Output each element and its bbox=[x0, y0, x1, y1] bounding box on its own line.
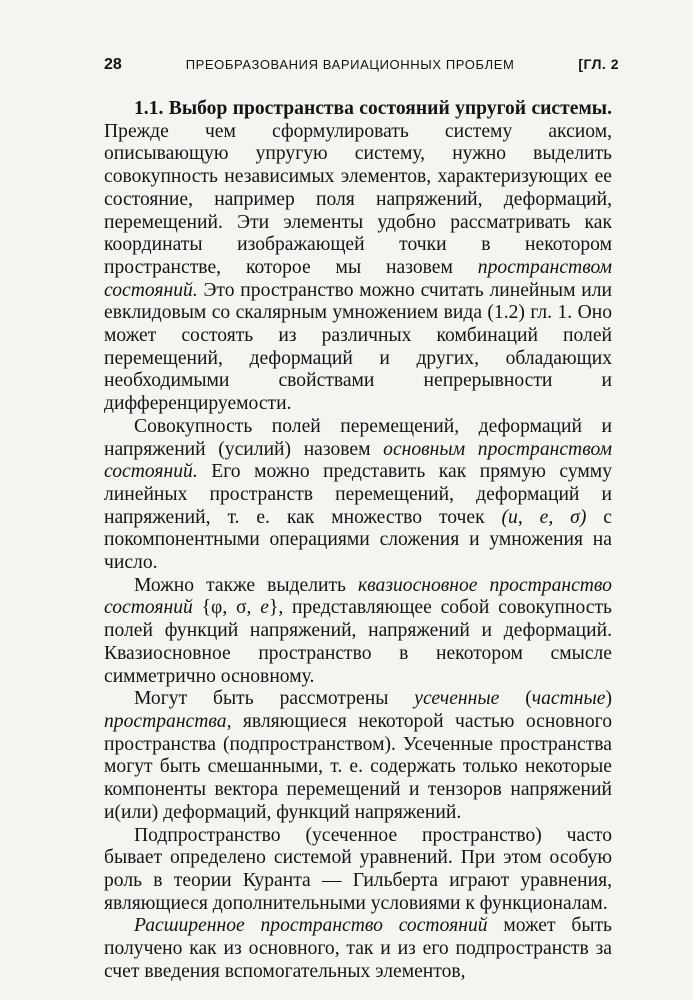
paragraph-text: Это пространство можно считать линейным или евклидовым со скалярным умножением вида (1.2) гл. 1. Оно может состоять из различных комбинаций полей перемещений, деформаций и других, обладающих необходимыми свойствами непрерывности и дифференцируемости. bbox=[104, 279, 612, 415]
term-emphasis: усеченные bbox=[414, 688, 500, 710]
term-emphasis: пространства, bbox=[104, 710, 232, 732]
paragraph-text: ( bbox=[499, 688, 532, 710]
running-title: ПРЕОБРАЗОВАНИЯ ВАРИАЦИОННЫХ ПРОБЛЕМ bbox=[185, 57, 515, 72]
page-header bbox=[104, 56, 619, 82]
paragraph-text: Прежде чем сформулировать систему аксиом, описывающую упругую систему, нужно выделить совокупность независимых элементов, характеризующих ее состояние, например поля напряжений, деформаций, перемещений. Эти элементы удобно рассматривать как координаты изображающей точки в некотором пространстве, которое мы назовем bbox=[104, 120, 612, 278]
paragraph-text: Можно также выделить bbox=[134, 574, 358, 596]
paragraph-text: Могут быть рассмотрены bbox=[134, 688, 415, 710]
paragraph-text: }, представляющее собой совокупность полей функций напряжений, напряжений и деформаций. Квазиосновное пространство в некотором смысле симметрично основному. bbox=[104, 597, 612, 687]
chapter-reference: [ГЛ. 2 bbox=[578, 56, 619, 72]
body-text bbox=[104, 98, 612, 983]
paragraph-text: {φ, σ, bbox=[192, 597, 261, 619]
term-emphasis: Расширенное пространство состояний bbox=[134, 915, 488, 937]
page-number: 28 bbox=[104, 56, 122, 73]
paragraph-text: Совокупность полей перемещений, деформаций и напряжений (усилий) назовем bbox=[104, 415, 612, 460]
term-emphasis: квазиосновное пространство состояний bbox=[104, 574, 612, 619]
paragraph-5 bbox=[104, 825, 612, 916]
section-number: 1.1. bbox=[134, 98, 164, 119]
paragraph-text: может быть получено как из основного, так и из его подпространств за счет введения вспомогательных элементов, bbox=[104, 915, 612, 982]
paragraph-text: Его можно представить как прямую сумму линейных пространств перемещений, деформаций и напряжений, т. е. как множество точек bbox=[104, 461, 612, 528]
paragraph-text: ) bbox=[605, 688, 612, 710]
term-emphasis: частные bbox=[531, 688, 606, 710]
paragraph-1 bbox=[104, 98, 612, 416]
paragraph-4 bbox=[104, 688, 612, 824]
paragraph-text: Подпространство (усеченное пространство) часто бывает определено системой уравнений. При этом особую роль в теории Куранта — Гильберта играют уравнения, являющиеся дополнительными условиями к функционалам. bbox=[104, 824, 612, 914]
paragraph-text: с покомпонентными операциями сложения и умножения на число. bbox=[104, 506, 612, 574]
paragraph-2 bbox=[104, 416, 612, 575]
paragraph-3 bbox=[104, 575, 612, 689]
math-emphasis: (u, e, σ) bbox=[501, 506, 587, 528]
section-title: Выбор пространства состояний упругой системы. bbox=[168, 98, 612, 119]
paragraph-6 bbox=[104, 915, 612, 983]
math-emphasis: e bbox=[260, 597, 269, 619]
paragraph-text: являющиеся некоторой частью основного пространства (подпространством). Усеченные пространства могут быть смешанными, т. е. содержать только некоторые компоненты вектора перемещений и тензоров напряжений и(или) деформаций, функций напряжений. bbox=[104, 710, 612, 823]
term-emphasis: основным пространством состояний. bbox=[104, 438, 612, 483]
term-emphasis: пространством состояний. bbox=[104, 256, 612, 301]
